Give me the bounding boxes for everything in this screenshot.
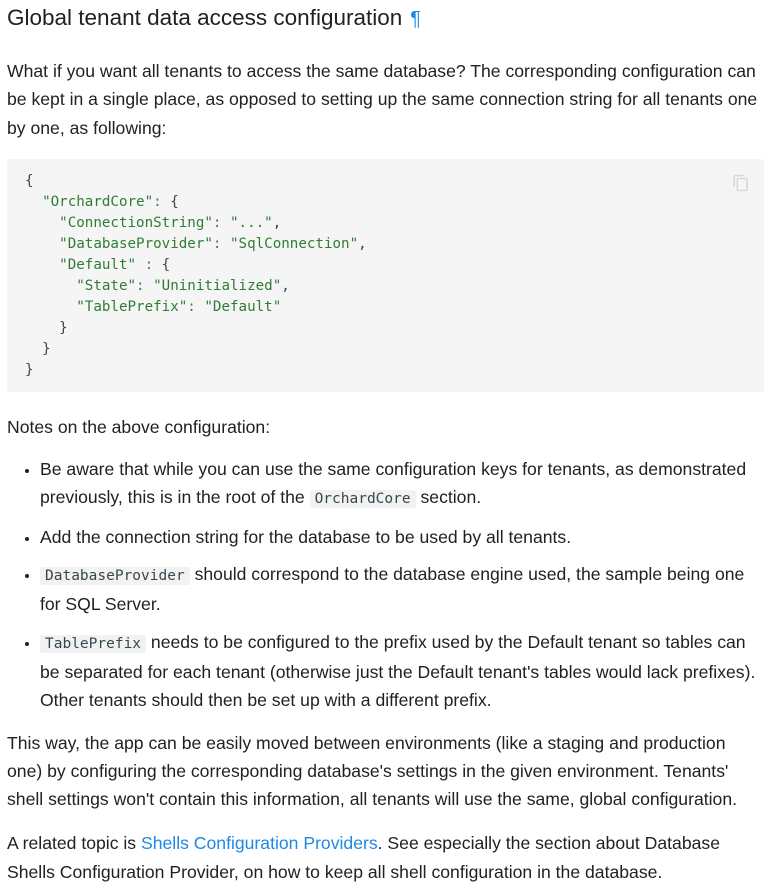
- inline-code: DatabaseProvider: [40, 567, 190, 585]
- list-item: [40, 628, 760, 715]
- code-line: "ConnectionString": "...",: [59, 214, 282, 231]
- list-item: [40, 455, 760, 514]
- inline-code: TablePrefix: [40, 635, 146, 653]
- environment-paragraph: This way, the app can be easily moved between environments (like a staging and production one) by configuring the corresponding database's settings in the given environment. Tenants' shell settings won't contain this information, all tenants will use the same, global configuration.: [7, 732, 737, 810]
- code-line: }: [25, 319, 68, 336]
- code-line: "TablePrefix": "Default": [76, 298, 282, 315]
- section-heading: [7, 4, 777, 33]
- shells-config-providers-link[interactable]: Shells Configuration Providers: [140, 833, 378, 854]
- code-line: "Default" : {: [59, 256, 171, 273]
- related-text: A related topic is: [7, 833, 141, 854]
- heading-title: Global tenant data access configuration: [7, 5, 403, 30]
- notes-title: Notes on the above configuration:: [7, 416, 271, 437]
- code-line: "DatabaseProvider": "SqlConnection",: [59, 235, 367, 252]
- list-item-text: should correspond to the database engine used, the sample being one for SQL Server.: [40, 564, 745, 615]
- code-line: }: [25, 340, 51, 357]
- list-item: [40, 560, 760, 619]
- list-item: [40, 523, 760, 551]
- list-item-text: needs to be configured to the prefix used by the Default tenant so tables can be separated for each tenant (otherwise just the Default tenant's tables would lack prefixes). Other tenants should then be set up with a different prefix.: [40, 631, 756, 711]
- list-item-text: Be aware that while you can use the same configuration keys for tenants, as demonstrated previously, this is in the root of the: [40, 459, 747, 508]
- code-block: [7, 159, 764, 392]
- related-paragraph: [7, 829, 765, 886]
- page-content: [0, 4, 777, 886]
- code-content: [7, 159, 764, 381]
- intro-paragraph: What if you want all tenants to access the same database? The corresponding configuration can be kept in a single place, as opposed to setting up the same connection string for all tenants one by one, as following:: [7, 61, 758, 138]
- code-line: "OrchardCore": {: [42, 193, 179, 210]
- list-item-text: Add the connection string for the database to be used by all tenants.: [40, 526, 572, 547]
- copy-icon[interactable]: [732, 173, 750, 193]
- code-line: "State": "Uninitialized",: [76, 277, 290, 294]
- heading-permalink[interactable]: ¶: [410, 8, 422, 30]
- list-item-text: section.: [415, 487, 482, 508]
- notes-list: [7, 455, 760, 714]
- related-text: . See especially the section about Database Shells Configuration Provider, on how to keep all shell configuration in the database.: [7, 833, 720, 882]
- inline-code: OrchardCore: [310, 490, 416, 508]
- code-line: {: [25, 172, 34, 189]
- code-line: }: [25, 361, 34, 378]
